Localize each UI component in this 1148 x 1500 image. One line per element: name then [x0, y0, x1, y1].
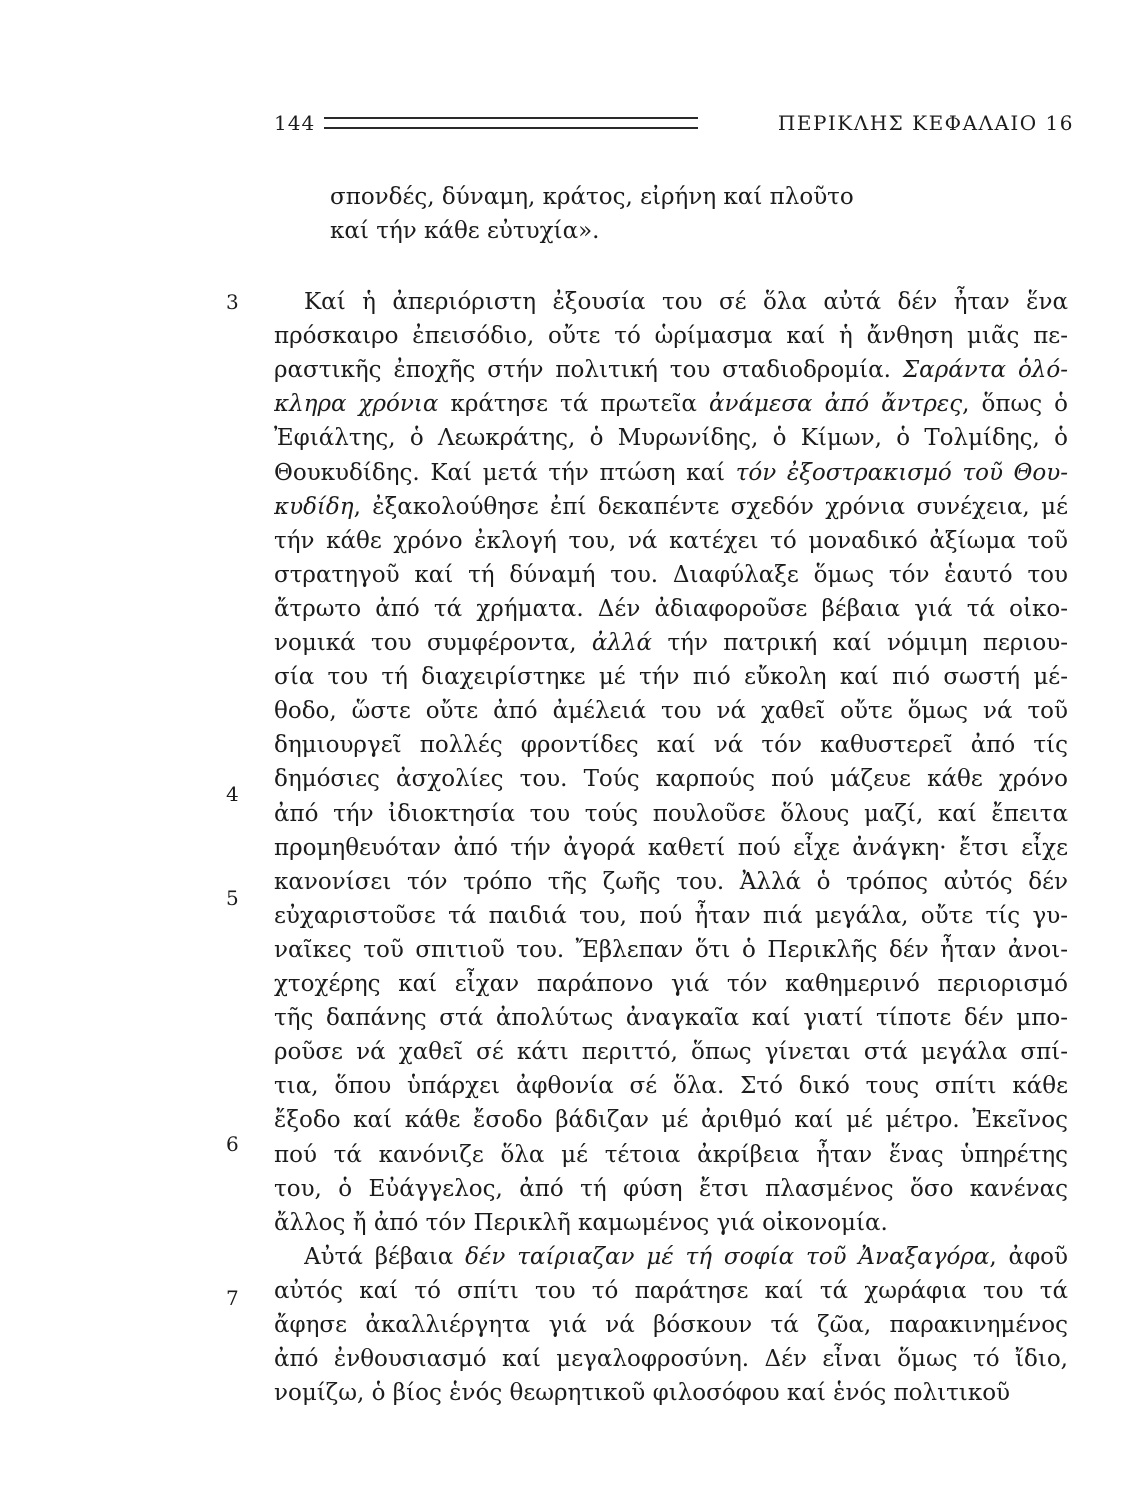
text-line [274, 1308, 1068, 1342]
text-line [274, 592, 1068, 626]
text-segment: εὐχαριστοῦσε τά παιδιά του, πού ἦταν πιά μεγάλα, οὔτε τίς γυ- [274, 903, 1068, 929]
text-line [274, 797, 1068, 831]
text-segment: ἔξοδο καί κάθε ἔσοδο βάδιζαν μέ ἀριθμό καί μέ μέτρο. Ἐκεῖνος [274, 1107, 1068, 1133]
text-segment: ροῦσε νά χαθεῖ σέ κάτι περιττό, ὅπως γίνεται στά μεγάλα σπί- [274, 1039, 1068, 1065]
italic-text-segment: ἀνάμεσα ἀπό ἄντρες [708, 391, 963, 417]
text-line [274, 421, 1068, 455]
section-number: 3 [226, 290, 239, 314]
text-line [274, 967, 1068, 1001]
text-segment: δημόσιες ἀσχολίες του. Τούς καρπούς πού μάζευε κάθε χρόνο [274, 766, 1068, 792]
text-segment: νομίζω, ὁ βίος ἑνός θεωρητικοῦ φιλοσόφου καί ἑνός πολιτικοῦ [274, 1380, 1011, 1406]
text-line [274, 933, 1068, 967]
text-line [274, 865, 1068, 899]
text-segment: Καί ἡ ἀπεριόριστη ἐξουσία του σέ ὅλα αὐτά δέν ἦταν ἕνα [304, 289, 1068, 315]
italic-text-segment: Σαράντα ὁλό- [902, 357, 1068, 383]
text-segment: κανονίσει τόν τρόπο τῆς ζωῆς του. Ἀλλά ὁ τρόπος αὐτός δέν [274, 869, 1068, 895]
text-line [304, 285, 1068, 319]
text-line [274, 1138, 1068, 1172]
text-line [274, 1172, 1068, 1206]
text-line [274, 387, 1068, 421]
text-line [274, 524, 1068, 558]
text-line [274, 1035, 1068, 1069]
header-double-rule [324, 117, 698, 129]
text-segment: ἄφησε ἀκαλλιέργητα γιά νά βόσκουν τά ζῶα, παρακινημένος [274, 1312, 1068, 1338]
section-number: 6 [226, 1132, 239, 1156]
text-line [274, 1376, 1068, 1410]
section-number: 4 [226, 782, 239, 806]
text-line [274, 626, 1068, 660]
text-segment: ἀπό τήν ἰδιοκτησία του τούς πουλοῦσε ὅλους μαζί, καί ἔπειτα [274, 801, 1068, 827]
text-line [274, 660, 1068, 694]
text-segment: σία του τή διαχειρίστηκε μέ τήν πιό εὔκολη καί πιό σωστή μέ- [274, 664, 1068, 690]
text-segment: Θουκυδίδης. Καί μετά τήν πτώση καί [274, 460, 736, 486]
text-segment: προμηθευόταν ἀπό τήν ἀγορά καθετί πού εἶχε ἀνάγκη· ἔτσι εἶχε [274, 835, 1068, 861]
page-number: 144 [274, 111, 316, 135]
text-segment: του, ὁ Εὐάγγελος, ἀπό τή φύση ἔτσι πλασμένος ὅσο κανένας [274, 1176, 1068, 1202]
text-line [274, 1206, 1068, 1240]
text-segment: ἄτρωτο ἀπό τά χρήματα. Δέν ἀδιαφοροῦσε βέβαια γιά τά οἰκο- [274, 596, 1068, 622]
text-segment: Αὐτά βέβαια [304, 1244, 466, 1270]
text-line [274, 831, 1068, 865]
text-segment: κράτησε τά πρωτεῖα [438, 391, 709, 417]
italic-text-segment: ἀλλά [591, 630, 653, 656]
section-number: 7 [226, 1286, 239, 1310]
text-segment: ραστικῆς ἐποχῆς στήν πολιτική του σταδιοδρομία. [274, 357, 903, 383]
verse-line: καί τήν κάθε εὐτυχία». [330, 218, 600, 244]
text-segment: στρατηγοῦ καί τή δύναμή του. Διαφύλαξε ὅμως τόν ἑαυτό του [274, 562, 1068, 588]
text-segment: ἄλλος ἤ ἀπό τόν Περικλῆ καμωμένος γιά οἰκονομία. [274, 1210, 888, 1236]
text-line [274, 353, 1068, 387]
text-segment: , ἐξακολούθησε ἐπί δεκαπέντε σχεδόν χρόνια συνέχεια, μέ [353, 494, 1068, 520]
text-segment: αὐτός καί τό σπίτι του τό παράτησε καί τά χωράφια του τά [274, 1278, 1068, 1304]
text-line [274, 899, 1068, 933]
text-segment: πρόσκαιρο ἐπεισόδιο, οὔτε τό ὡρίμασμα καί ἡ ἄνθηση μιᾶς πε- [274, 323, 1068, 349]
text-line [274, 490, 1068, 524]
text-segment: ἀπό ἐνθουσιασμό καί μεγαλοφροσύνη. Δέν εἶναι ὅμως τό ἴδιο, [274, 1346, 1068, 1372]
verse-line: σπονδές, δύναμη, κράτος, εἰρήνη καί πλοῦτο [330, 184, 854, 210]
italic-text-segment: δέν ταίριαζαν μέ τή σοφία τοῦ Ἀναξαγόρα [465, 1244, 990, 1270]
text-line [274, 1274, 1068, 1308]
text-line [304, 1240, 1068, 1274]
text-segment: πού τά κανόνιζε ὅλα μέ τέτοια ἀκρίβεια ἦταν ἕνας ὑπηρέτης [274, 1142, 1068, 1168]
chapter-title: ΠΕΡΙΚΛΗΣ ΚΕΦΑΛΑΙΟ 16 [777, 111, 1074, 135]
text-segment: ναῖκες τοῦ σπιτιοῦ του. Ἔβλεπαν ὅτι ὁ Περικλῆς δέν ἦταν ἀνοι- [274, 937, 1068, 963]
italic-text-segment: τόν ἐξοστρακισμό τοῦ Θου- [735, 460, 1068, 486]
text-segment: , ἀφοῦ [989, 1244, 1068, 1270]
text-line [274, 456, 1068, 490]
text-line [274, 1103, 1068, 1137]
running-head [274, 108, 1076, 138]
text-segment: τια, ὅπου ὑπάρχει ἀφθονία σέ ὅλα. Στό δικό τους σπίτι κάθε [274, 1073, 1068, 1099]
text-line [274, 694, 1068, 728]
text-segment: τήν κάθε χρόνο ἐκλογή του, νά κατέχει τό μοναδικό ἀξίωμα τοῦ [274, 528, 1068, 554]
text-line [274, 319, 1068, 353]
text-segment: τῆς δαπάνης στά ἀπολύτως ἀναγκαῖα καί γιατί τίποτε δέν μπο- [274, 1005, 1068, 1031]
text-segment: Ἐφιάλτης, ὁ Λεωκράτης, ὁ Μυρωνίδης, ὁ Κίμων, ὁ Τολμίδης, ὁ [274, 425, 1068, 451]
text-line [274, 1069, 1068, 1103]
text-segment: νομικά του συμφέροντα, [274, 630, 592, 656]
text-segment: θοδο, ὥστε οὔτε ἀπό ἀμέλειά του νά χαθεῖ οὔτε ὅμως νά τοῦ [274, 698, 1068, 724]
italic-text-segment: κληρα χρόνια [274, 391, 439, 417]
text-line [274, 1001, 1068, 1035]
text-segment: τήν πατρική καί νόμιμη περιου- [652, 630, 1068, 656]
italic-text-segment: κυδίδη [274, 494, 354, 520]
text-line [274, 728, 1068, 762]
text-line [274, 762, 1068, 796]
text-line [274, 1342, 1068, 1376]
text-segment: χτοχέρης καί εἶχαν παράπονο γιά τόν καθημερινό περιορισμό [274, 971, 1068, 997]
section-number: 5 [226, 886, 239, 910]
text-line [274, 558, 1068, 592]
text-segment: δημιουργεῖ πολλές φροντίδες καί νά τόν καθυστερεῖ ἀπό τίς [274, 732, 1068, 758]
text-segment: , ὅπως ὁ [962, 391, 1068, 417]
